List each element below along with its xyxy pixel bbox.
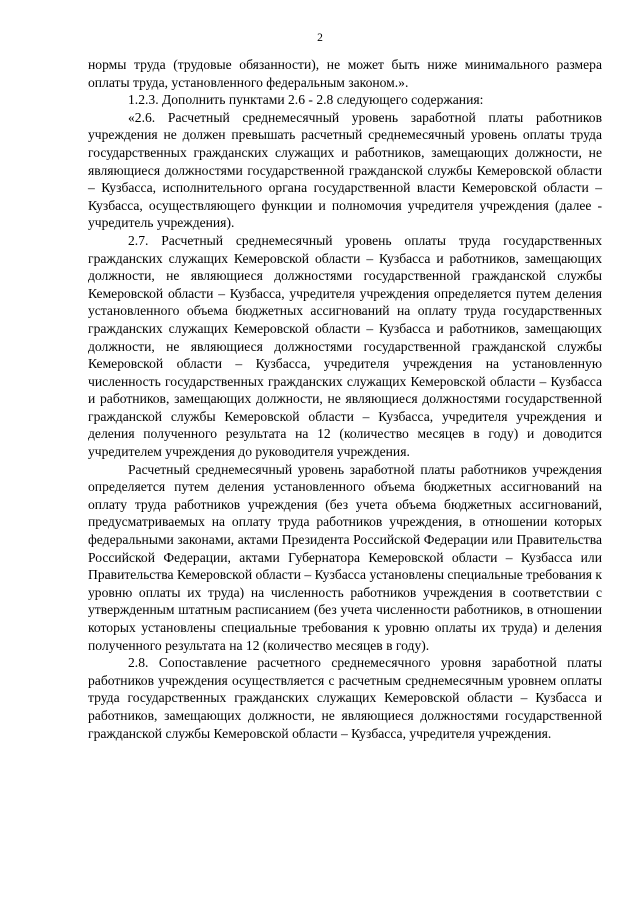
paragraph-continuation: нормы труда (трудовые обязанности), не может быть ниже минимального размера оплаты труда, установленного федеральным законом.».: [88, 57, 602, 90]
paragraph-clause-2-6: «2.6. Расчетный среднемесячный уровень заработной платы работников учреждения не должен превышать расчетный среднемесячный уровень оплаты труда государственных гражданских служащих и работников, замещающих должности, не являющиеся должностями государственной гражданской службы Кемеровской области – Кузбасса, исполнительного органа государственной власти Кемеровской области – Кузбасса, осуществляющего функции и полномочия учредителя учреждения (далее - учредитель учреждения).: [88, 109, 602, 231]
page-number: 2: [317, 32, 323, 44]
document-body: [88, 56, 602, 742]
paragraph-amendment-1-2-3: 1.2.3. Дополнить пунктами 2.6 - 2.8 следующего содержания:: [128, 92, 484, 108]
paragraph-clause-2-8: 2.8. Сопоставление расчетного среднемесячного уровня заработной платы работников учреждения осуществляется с расчетным среднемесячным уровнем оплаты труда государственных гражданских служащих Кемеровской области – Кузбасса и работников, замещающих должности, не являющиеся должностями государственной гражданской службы Кемеровской области – Кузбасса, учредителя учреждения.: [88, 655, 602, 741]
paragraph-clause-2-7-part-2: Расчетный среднемесячный уровень заработной платы работников учреждения определяется путем деления установленного объема бюджетных ассигнований на оплату труда работников учреждения (без учета объема бюджетных ассигнований, предусматриваемых на оплату труда работников учреждения, в отношении которых федеральными законами, актами Президента Российской Федерации или Правительства Российской Федерации, актами Губернатора Кемеровской области – Кузбасса или Правительства Кемеровской области – Кузбасса установлены специальные требования к уровню оплаты их труда) на численность работников учреждения в соответствии с утвержденным штатным расписанием (без учета численности работников, в отношении которых установлены специальные требования к уровню оплаты их труда) и деления полученного результата на 12 (количество месяцев в году).: [88, 461, 602, 653]
paragraph-clause-2-7: 2.7. Расчетный среднемесячный уровень оплаты труда государственных гражданских служащих Кемеровской области – Кузбасса и работников, замещающих должности, не являющиеся должностями государственной гражданской службы Кемеровской области – Кузбасса, учредителя учреждения определяется путем деления установленного объема бюджетных ассигнований на оплату труда государственных гражданских служащих Кемеровской области – Кузбасса и работников, замещающих должности, не являющиеся должностями государственной гражданской службы Кемеровской области – Кузбасса, учредителя учреждения на установленную численность государственных гражданских служащих Кемеровской области – Кузбасса и работников, замещающих должности, не являющиеся должностями государственной гражданской службы Кемеровской области – Кузбасса, учредителя учреждения и деления полученного результата на 12 (количество месяцев в году) и доводится учредителем учреждения до руководителя учреждения.: [88, 232, 602, 460]
